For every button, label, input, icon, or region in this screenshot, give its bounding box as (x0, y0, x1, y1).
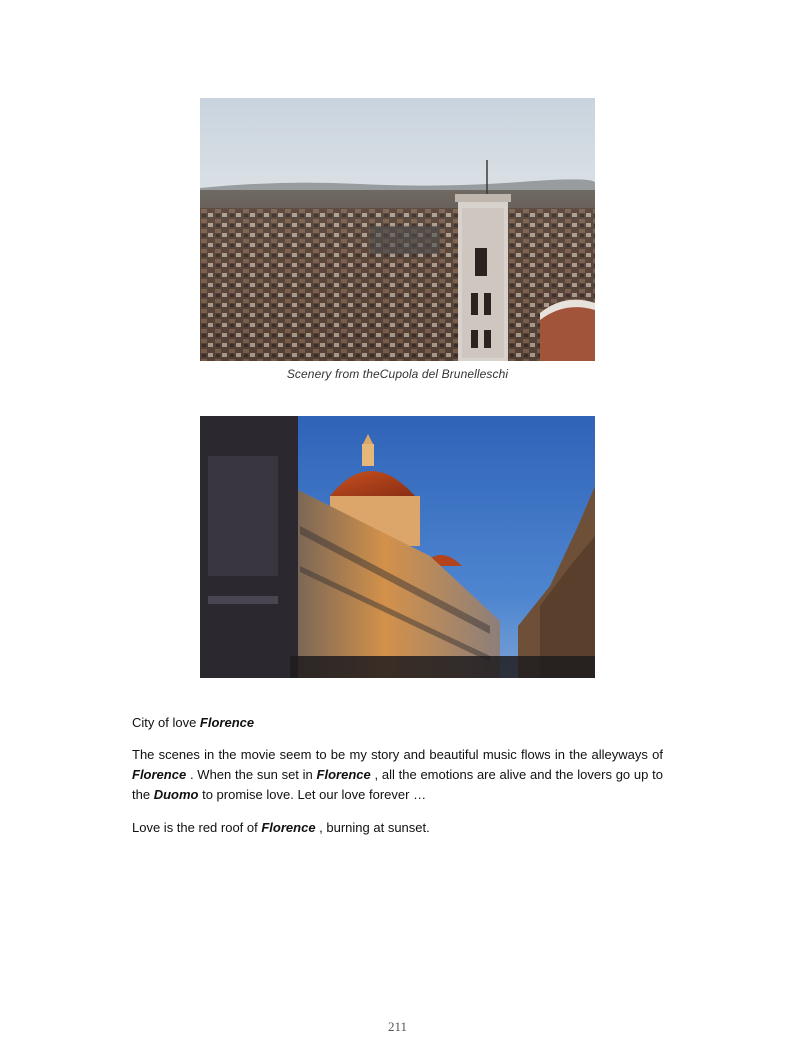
duomo-sunset-photo (200, 416, 595, 678)
page-number: 211 (387, 1019, 408, 1034)
heading-paragraph (132, 713, 663, 733)
closing-text-1: Love is the red roof of (132, 820, 262, 835)
heading-text: City of love (132, 715, 200, 730)
closing-paragraph (132, 818, 663, 838)
heading-emphasis: Florence (199, 715, 255, 730)
story-text-3: , all the emotions are alive and the lovers go up to the (132, 767, 663, 802)
photo-caption: Scenery from theCupola del Brunelleschi (286, 367, 509, 381)
story-text-2: . When the sun set in (186, 767, 317, 782)
closing-text-2: , burning at sunset. (315, 820, 430, 835)
florence-aerial-illustration (200, 98, 595, 361)
story-emphasis-2: Florence (316, 767, 371, 782)
florence-aerial-photo (200, 98, 595, 361)
duomo-sunset-illustration (200, 416, 595, 678)
story-emphasis-3: Duomo (153, 787, 199, 802)
closing-emphasis: Florence (261, 820, 316, 835)
story-text-1: The scenes in the movie seem to be my story and beautiful music flows in the alleyways of (132, 747, 663, 762)
story-text-4: to promise love. Let our love forever … (198, 787, 427, 802)
story-emphasis-1: Florence (132, 767, 187, 782)
story-paragraph (132, 745, 663, 805)
